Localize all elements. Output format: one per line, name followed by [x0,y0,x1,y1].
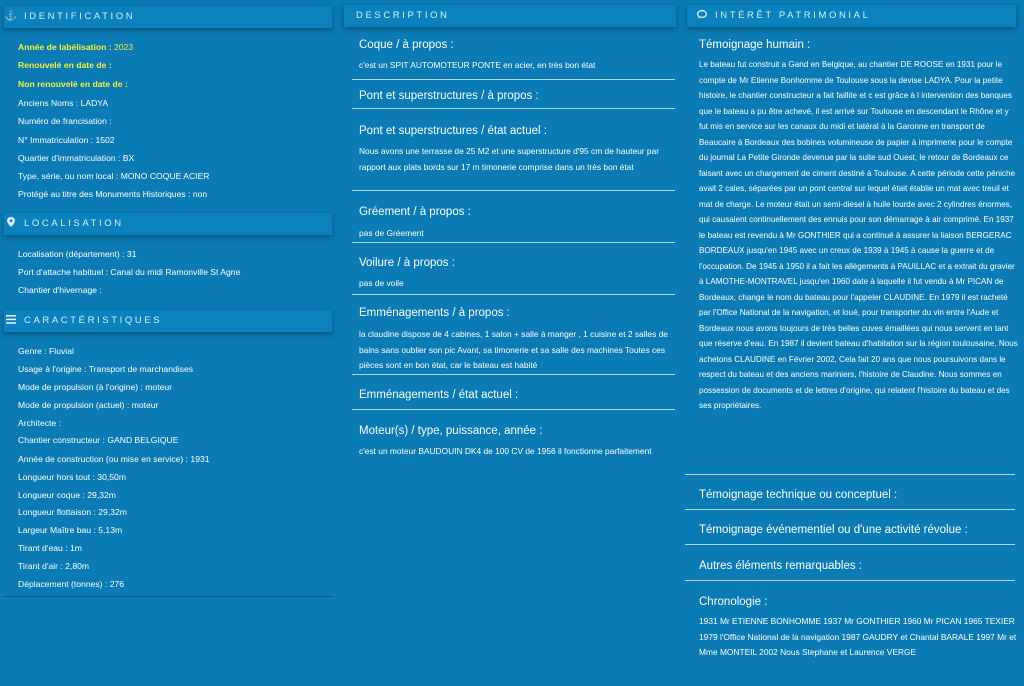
chantier-hivernage: Chantier d'hivernage : [18,285,102,295]
map-marker-icon [4,213,18,235]
temoignage-humain-text: Le bateau fut construit a Gand en Belgique, au chantier DE ROOSE en 1931 pour le compte de Mr Etienne Bonhomme de Toulouse sous la devise LADYA. Pour la petite histoire, le chantier constructeur a fait faillite et c est grâce à l intervention des banques que le bateau a pu être achevé, il est arrivé sur Toulouse en descendant le Rhône et y fut mis en service sur les canaux du midi et latéral à la Garonne en transport de Beaucaire à Bordeaux des bobines volumineuse de papier à imprimerie pour le compte du journal La Petite Gironde devenue par la suite sud Ouest, le retour de Bordeaux ce faisant avec un chargement de ciment destiné à Toulouse. A cette période cette péniche avait 2 cales, séparées par un pont central sur lequel était établie un mat avec treuil et mat de charge. Le moteur était un semi-diesel à huile lourde avec 2 cylindres énormes, qui causaient continuellement des ennuis pour son démarrage à air comprimé. En 1937 le bateau est revendu à Mr GONTHIER qui a continué à assurer la liaison BERGERAC BORDEAUX jusqu'en 1945 avec un creux de 1939 à 1945 à cause la guerre et de l'occupation. De 1945 à 1950 il a fait les allègements à PAUILLAC et a extrait du gravier à LAMOTHE-MONTRAVEL jusqu'en 1960 date à laquelle il fut vendu à Mr PICAN de Bordeaux, change le nom du bateau pour l'appeler CLAUDINE. En 1979 il est racheté par l'Office National de la navigation, et loué, pour transporter du vin entre l'Aude et Bordeaux nous avons toujours de très belles cuves émaillées qui nous servent en tant que réserve d'eau. En 1987 il devient bateau d'habitation sur la région toulousaine, Nous achetons CLAUDINE en Février 2002, Cela fait 20 ans que nous poursuivons dans le respect du bateau et des anciens mariniers, l'histoire de Claudine. Nous sommes en possession de documents et de lettres d'origine, qui relatent l'histoire du bateau et des ses propriétaires. [699,60,1018,410]
greement-title: Gréement / à propos : [359,206,471,218]
separator [685,544,1015,545]
localisation-departement: Localisation (département) : 31 [18,249,137,259]
localisation-title: LOCALISATION [24,218,124,229]
annee-value: 2023 [114,42,134,52]
identification-title: IDENTIFICATION [24,11,136,22]
annee-construction: Année de construction (ou mise en service) : 1931 [18,454,210,464]
type-serie: Type, série, ou nom local : MONO COQUE ACIER [18,171,210,181]
emmenagements-etat-title: Emménagements / état actuel : [359,389,519,401]
middle-column [344,0,680,686]
usage-origine: Usage à l'origine : Transport de marchandises [18,364,194,374]
separator [352,108,675,109]
propulsion-actuel: Mode de propulsion (actuel) : moteur [18,400,159,410]
temoignage-technique-title: Témoignage technique ou conceptuel : [699,489,898,501]
list-icon [4,310,18,332]
largeur-maitre-bau: Largeur Maître bau : 5,13m [18,525,123,535]
renouvele-label: Renouvelé en date de : [18,60,112,70]
quartier-immatriculation: Quartier d'immatriculation : BX [18,153,135,163]
anciens-noms: Anciens Noms : LADYA [18,98,109,108]
pont-apropos-title: Pont et superstructures / à propos : [359,90,539,102]
identification-header [4,6,332,28]
separator [352,190,675,191]
pont-etat-title: Pont et superstructures / état actuel : [359,125,547,137]
description-title: DESCRIPTION [356,10,450,21]
pont-etat-text: Nous avons une terrasse de 25 M2 et une superstructure d'95 cm de hauteur par rapport aux plats bords sur 17 m timonerie comprise dans un très bon état [359,146,660,172]
chronologie-text: 1931 Mr ETIENNE BONHOMME 1937 Mr GONTHIER 1960 Mr PICAN 1965 TEXIER 1979 l'Office National de la navigation 1987 GAUDRY et Chantal BARALE 1997 Mr et Mme MONTEIL 2002 Nous Stephane et Laurence VERGE [699,616,1017,657]
non-renouvele-label: Non renouvelé en date de : [18,79,128,89]
moteur-title: Moteur(s) / type, puissance, année : [359,425,543,437]
moteur-text: c'est un moteur BAUDOUIN DK4 de 100 CV de 1956 il fonctionne parfaitement [359,446,652,456]
separator [352,294,675,295]
temoignage-evenementiel-title: Témoignage événementiel ou d'une activité révolue : [699,524,968,536]
tirant-eau: Tirant d'eau : 1m [18,543,82,553]
architecte: Architecte : [18,418,61,428]
comment-icon [695,5,709,27]
voilure-title: Voilure / à propos : [359,257,455,269]
longueur-coque: Longueur coque : 29,32m [18,490,116,500]
tirant-air: Tirant d'air : 2,80m [18,561,90,571]
emmenagements-apropos-text: la claudine dispose de 4 cabines, 1 salon + salle à manger , 1 cuisine et 2 salles de bains sans oublier son pic Avant, sa timonerie et sa salle des machines Toutes ces pièces sont en bon état, car le bateau est habité [359,329,668,370]
deplacement: Déplacement (tonnes) : 276 [18,579,125,589]
separator [352,409,675,410]
emmenagements-apropos-title: Emménagements / à propos : [359,307,510,319]
autres-elements-title: Autres éléments remarquables : [699,560,862,572]
chronologie-title: Chronologie : [699,596,768,608]
greement-text: pas de Gréement [359,228,424,238]
column-bottom-divider [4,596,332,597]
caracteristiques-title: CARACTÉRISTIQUES [24,315,163,326]
localisation-header [4,213,332,235]
description-header [344,5,676,27]
genre: Genre : Fluvial [18,346,74,356]
coque-apropos-text: c'est un SPIT AUTOMOTEUR PONTE en acier, en très bon état [359,60,596,70]
separator [685,474,1015,475]
coque-apropos-title: Coque / à propos : [359,39,454,51]
left-column [0,0,340,686]
propulsion-origine: Mode de propulsion (à l'origine) : moteur [18,382,173,392]
anchor-icon: ⚓ [4,11,18,22]
voilure-text: pas de voile [359,278,404,288]
longueur-hors-tout: Longueur hors tout : 30,50m [18,472,126,482]
right-column [684,0,1024,686]
chantier-constructeur: Chantier constructeur : GAND BELGIQUE [18,435,179,445]
temoignage-humain-title: Témoignage humain : [699,39,811,51]
immatriculation: N° Immatriculation : 1502 [18,135,115,145]
annee-label: Année de labélisation : [18,42,112,52]
separator [352,79,675,80]
separator [685,509,1015,510]
longueur-flottaison: Longueur flottaison : 29,32m [18,507,127,517]
interet-header [687,5,1016,27]
interet-title: INTÉRÊT PATRIMONIAL [715,10,871,21]
numero-francisation: Numéro de francisation : [18,116,112,126]
caracteristiques-header [4,310,332,332]
port-attache: Port d'attache habituel : Canal du midi Ramonville St Agne [18,267,241,277]
monuments-historiques: Protégé au titre des Monuments Historiques : non [18,189,208,199]
annee-labelisation [18,42,133,52]
separator [352,242,675,243]
separator [685,580,1015,581]
separator [352,374,675,375]
